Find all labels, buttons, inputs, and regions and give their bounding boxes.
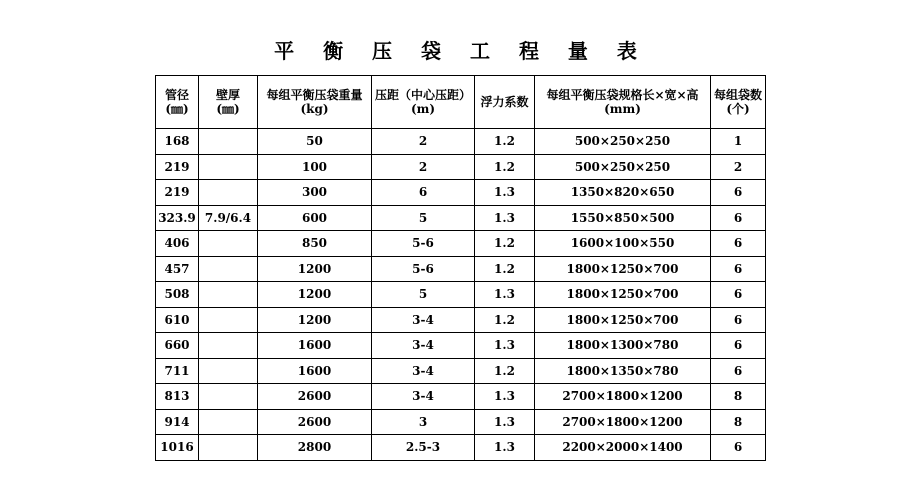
cell-spacing: 5-6 — [372, 256, 475, 282]
table-row — [156, 307, 766, 333]
header-weight: 每组平衡压袋重量 (kg) — [258, 76, 372, 129]
cell-spacing: 3-4 — [372, 307, 475, 333]
cell-spacing: 5 — [372, 282, 475, 308]
cell-dimensions: 1800×1350×780 — [535, 358, 711, 384]
cell-weight: 1600 — [258, 333, 372, 359]
cell-weight: 300 — [258, 180, 372, 206]
cell-buoyancy: 1.2 — [475, 358, 535, 384]
cell-pipe-diameter: 323.9 — [156, 205, 199, 231]
cell-pipe-diameter: 813 — [156, 384, 199, 410]
cell-buoyancy: 1.2 — [475, 231, 535, 257]
cell-weight: 50 — [258, 129, 372, 155]
header-bag-count: 每组袋数 (个) — [711, 76, 766, 129]
cell-bag-count: 8 — [711, 384, 766, 410]
cell-bag-count: 6 — [711, 435, 766, 461]
cell-bag-count: 6 — [711, 256, 766, 282]
cell-buoyancy: 1.2 — [475, 129, 535, 155]
header-pipe-diameter: 管径 (㎜) — [156, 76, 199, 129]
table-row — [156, 282, 766, 308]
document-title: 平 衡 压 袋 工 程 量 表 — [274, 39, 648, 63]
cell-weight: 1200 — [258, 256, 372, 282]
cell-weight: 1600 — [258, 358, 372, 384]
cell-spacing: 3 — [372, 409, 475, 435]
cell-weight: 850 — [258, 231, 372, 257]
cell-wall-thickness — [199, 384, 258, 410]
cell-bag-count: 6 — [711, 205, 766, 231]
cell-wall-thickness — [199, 129, 258, 155]
cell-bag-count: 2 — [711, 154, 766, 180]
cell-weight: 2600 — [258, 409, 372, 435]
cell-wall-thickness — [199, 180, 258, 206]
cell-buoyancy: 1.2 — [475, 154, 535, 180]
cell-bag-count: 6 — [711, 307, 766, 333]
cell-spacing: 6 — [372, 180, 475, 206]
cell-dimensions: 1800×1250×700 — [535, 307, 711, 333]
cell-dimensions: 2200×2000×1400 — [535, 435, 711, 461]
cell-wall-thickness — [199, 282, 258, 308]
cell-dimensions: 1800×1250×700 — [535, 282, 711, 308]
cell-wall-thickness — [199, 307, 258, 333]
cell-spacing: 5 — [372, 205, 475, 231]
cell-dimensions: 500×250×250 — [535, 154, 711, 180]
cell-pipe-diameter: 711 — [156, 358, 199, 384]
table-body — [156, 129, 766, 461]
table-row — [156, 180, 766, 206]
cell-buoyancy: 1.3 — [475, 282, 535, 308]
cell-wall-thickness — [199, 435, 258, 461]
cell-pipe-diameter: 914 — [156, 409, 199, 435]
cell-spacing: 2 — [372, 129, 475, 155]
cell-wall-thickness — [199, 358, 258, 384]
cell-dimensions: 2700×1800×1200 — [535, 409, 711, 435]
header-dimensions: 每组平衡压袋规格长×宽×高 (mm) — [535, 76, 711, 129]
cell-spacing: 3-4 — [372, 333, 475, 359]
cell-wall-thickness — [199, 409, 258, 435]
cell-wall-thickness — [199, 333, 258, 359]
cell-weight: 1200 — [258, 307, 372, 333]
cell-wall-thickness — [199, 154, 258, 180]
cell-wall-thickness — [199, 256, 258, 282]
table-row — [156, 384, 766, 410]
cell-dimensions: 1350×820×650 — [535, 180, 711, 206]
cell-pipe-diameter: 660 — [156, 333, 199, 359]
table-row — [156, 154, 766, 180]
cell-pipe-diameter: 457 — [156, 256, 199, 282]
header-wall-thickness: 壁厚 (㎜) — [199, 76, 258, 129]
cell-bag-count: 6 — [711, 358, 766, 384]
table-row — [156, 435, 766, 461]
cell-pipe-diameter: 508 — [156, 282, 199, 308]
table-row — [156, 205, 766, 231]
table-row — [156, 333, 766, 359]
cell-weight: 100 — [258, 154, 372, 180]
table-row — [156, 256, 766, 282]
cell-spacing: 3-4 — [372, 384, 475, 410]
cell-buoyancy: 1.2 — [475, 307, 535, 333]
cell-buoyancy: 1.3 — [475, 384, 535, 410]
cell-dimensions: 1800×1300×780 — [535, 333, 711, 359]
cell-spacing: 5-6 — [372, 231, 475, 257]
cell-pipe-diameter: 1016 — [156, 435, 199, 461]
table-row — [156, 129, 766, 155]
cell-weight: 2800 — [258, 435, 372, 461]
cell-buoyancy: 1.3 — [475, 409, 535, 435]
cell-dimensions: 1800×1250×700 — [535, 256, 711, 282]
cell-weight: 1200 — [258, 282, 372, 308]
cell-bag-count: 6 — [711, 231, 766, 257]
cell-bag-count: 6 — [711, 333, 766, 359]
table-row — [156, 409, 766, 435]
quantity-table — [155, 75, 766, 461]
cell-bag-count: 6 — [711, 282, 766, 308]
cell-pipe-diameter: 219 — [156, 180, 199, 206]
cell-spacing: 2.5-3 — [372, 435, 475, 461]
cell-wall-thickness — [199, 231, 258, 257]
cell-buoyancy: 1.3 — [475, 205, 535, 231]
cell-dimensions: 500×250×250 — [535, 129, 711, 155]
cell-pipe-diameter: 219 — [156, 154, 199, 180]
cell-pipe-diameter: 610 — [156, 307, 199, 333]
cell-bag-count: 6 — [711, 180, 766, 206]
header-row — [156, 76, 766, 129]
cell-bag-count: 1 — [711, 129, 766, 155]
cell-dimensions: 1600×100×550 — [535, 231, 711, 257]
cell-weight: 600 — [258, 205, 372, 231]
header-buoyancy: 浮力系数 — [475, 76, 535, 129]
cell-spacing: 2 — [372, 154, 475, 180]
cell-buoyancy: 1.3 — [475, 333, 535, 359]
cell-weight: 2600 — [258, 384, 372, 410]
table-row — [156, 231, 766, 257]
cell-buoyancy: 1.3 — [475, 180, 535, 206]
cell-spacing: 3-4 — [372, 358, 475, 384]
cell-buoyancy: 1.2 — [475, 256, 535, 282]
cell-pipe-diameter: 406 — [156, 231, 199, 257]
cell-dimensions: 2700×1800×1200 — [535, 384, 711, 410]
table-row — [156, 358, 766, 384]
cell-buoyancy: 1.3 — [475, 435, 535, 461]
cell-wall-thickness: 7.9/6.4 — [199, 205, 258, 231]
cell-bag-count: 8 — [711, 409, 766, 435]
cell-pipe-diameter: 168 — [156, 129, 199, 155]
header-spacing: 压距（中心压距） (m) — [372, 76, 475, 129]
cell-dimensions: 1550×850×500 — [535, 205, 711, 231]
